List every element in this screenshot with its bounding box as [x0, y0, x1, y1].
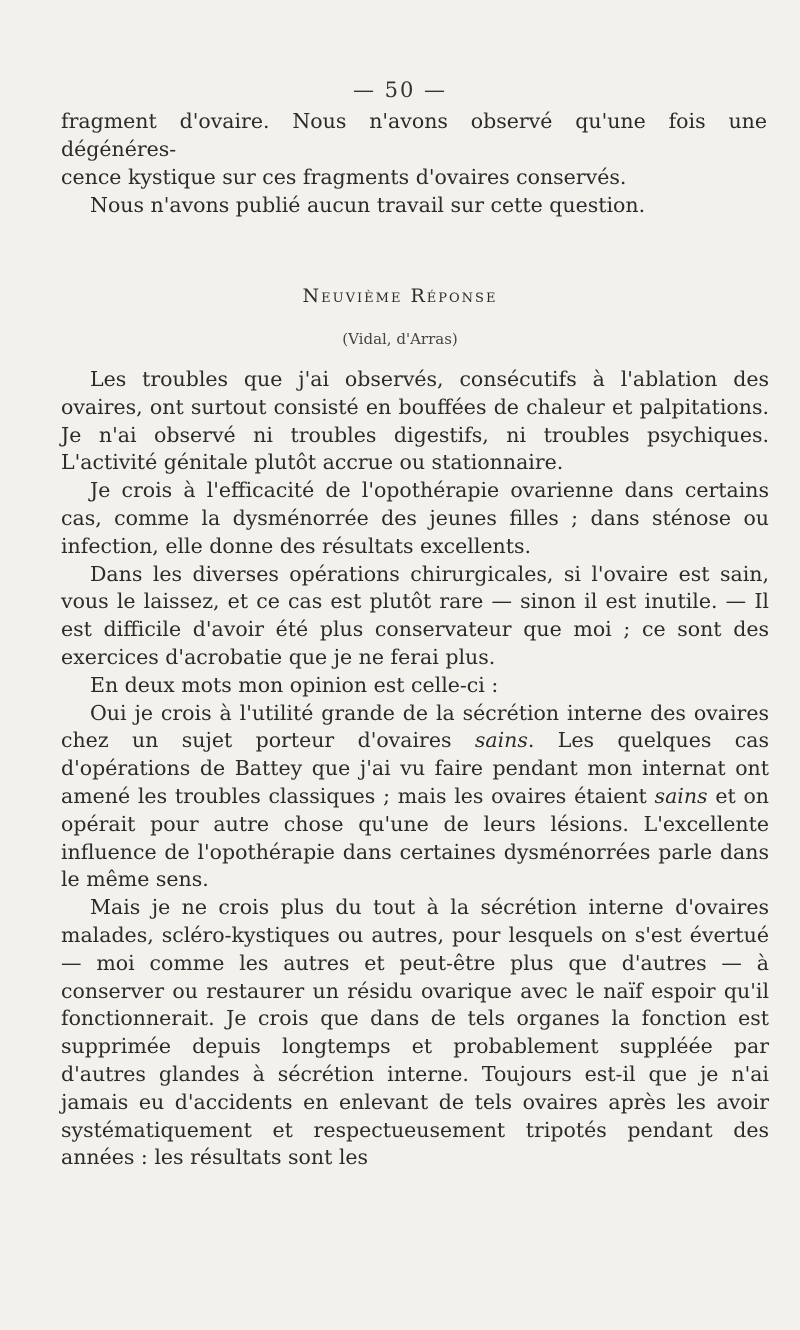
section-author: (Vidal, d'Arras) [342, 330, 458, 348]
paragraph: Mais je ne crois plus du tout à la sécrétion interne d'ovaires malades, scléro-kystiques ou autres, pour lesquels on s'est évertué — moi comme les autres et peut-être plus que d'autres — à conserver ou restaurer un résidu ovarique avec le naïf espoir qu'il fonctionnerait. Je crois que dans de tels organes la fonction est supprimée depuis longtemps et probablement suppléée par d'autres glandes à sécrétion interne. Toujours est-il que je n'ai jamais eu d'accidents en enlevant de tels ovaires après les avoir systématiquement et respectueusement tripotés pendant des années : les résultats sont les [61, 895, 769, 1170]
emphasis-sains: sains [474, 728, 528, 753]
text-run: et on opérait pour autre chose qu'une de leurs lésions. L'excellente influence de l'opothérapie dans certaines dysménorrées parle dans le même sens. [61, 783, 769, 892]
paragraph [61, 700, 769, 895]
intro-line: fragment d'ovaire. Nous n'avons observé qu'une fois une dégénéres- [61, 109, 767, 161]
text-run: . Les quelques cas d'opérations de Battey que j'ai vu faire pendant mon internat ont amené les troubles classiques ; mais les ovaires étaient [61, 728, 769, 808]
intro-paragraph [61, 107, 767, 219]
text-run: Oui je crois à l'utilité grande de la sécrétion interne des ovaires chez un sujet porteur d'ovaires [61, 700, 769, 753]
emphasis-sains: sains [654, 783, 708, 808]
paragraph: Je crois à l'efficacité de l'opothérapie ovarienne dans certains cas, comme la dysménorrée des jeunes filles ; dans sténose ou infection, elle donne des résultats excellents. [61, 478, 769, 558]
page-number: — 50 — [352, 78, 448, 102]
response-body [61, 366, 769, 1172]
intro-line: Nous n'avons publié aucun travail sur cette question. [90, 193, 646, 217]
paragraph: Les troubles que j'ai observés, consécutifs à l'ablation des ovaires, ont surtout consisté en bouffées de chaleur et palpitations. Je n'ai observé ni troubles digestifs, ni troubles psychiques. L'activité génitale plutôt accrue ou stationnaire. [61, 367, 769, 475]
section-heading: Neuvième Réponse [302, 285, 498, 307]
paragraph: En deux mots mon opinion est celle-ci : [90, 672, 499, 697]
intro-line: cence kystique sur ces fragments d'ovaires conservés. [61, 165, 627, 189]
paragraph: Dans les diverses opérations chirurgicales, si l'ovaire est sain, vous le laissez, et ce cas est plutôt rare — sinon il est inutile. — Il est difficile d'avoir été plus conservateur que moi ; ce sont des exercices d'acrobatie que je ne ferai plus. [61, 561, 769, 669]
